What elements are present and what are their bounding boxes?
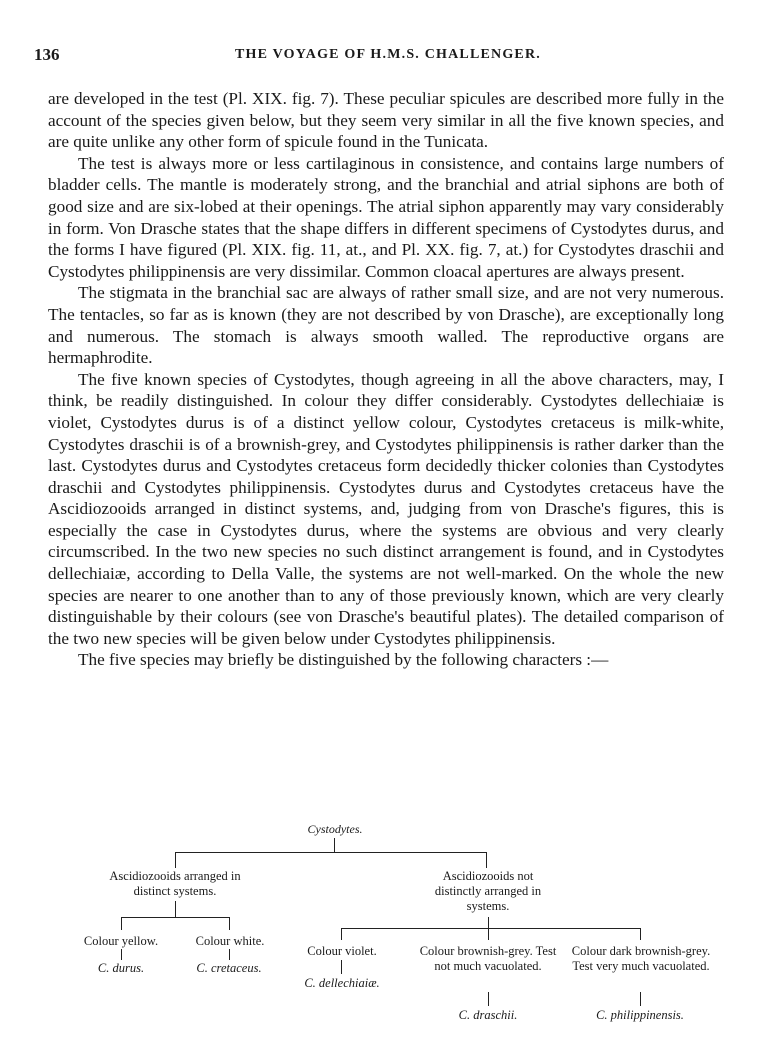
tree-connector (341, 928, 342, 940)
paragraph: The five species may briefly be distinguished by the following characters :— (78, 650, 609, 670)
species-dellechiaiae: C. dellechiaiæ. (304, 976, 380, 990)
tree-connector (488, 917, 489, 928)
tree-root: Cystodytes. (307, 822, 363, 836)
tree-node-yellow: Colour yellow. (83, 934, 159, 948)
tree-node-distinct-systems: Ascidiozooids arranged in distinct systems. (109, 869, 241, 898)
tree-connector (121, 917, 229, 918)
tree-node-white: Colour white. (195, 934, 265, 948)
tree-node-brownish-grey: Colour brownish-grey. Test not much vacuolated. (419, 944, 557, 973)
species-durus: C. durus. (97, 961, 145, 975)
paragraph: are developed in the test (Pl. XIX. fig. 7). These peculiar spicules are described more fully in the account of the species given below, but they seem very similar in all the five known species, and are quite unlike any other form of spicule found in the Tunicata. (48, 89, 724, 152)
paragraph: The five known species of Cystodytes, though agreeing in all the above characters, may, I think, be readily distinguished. In colour they differ considerably. Cystodytes dellechiaiæ is violet, Cystodytes durus is of a distinct yellow colour, Cystodytes cretaceus is milk-white, Cystodytes draschii is of a brownish-grey, and Cystodytes philippinensis is rather darker than the last. Cystodytes durus and Cystodytes cretaceus form decidedly thicker colonies than Cystodytes draschii and Cystodytes philippinensis. Cystodytes durus and Cystodytes cretaceus have the Ascidiozooids arranged in distinct systems, and, judging from von Drasche's figures, this is especially the case in Cystodytes durus, where the systems are obvious and very clearly circumscribed. In the two new species no such distinct arrangement is found, and in Cystodytes dellechiaiæ, according to Della Valle, the systems are not well-marked. On the whole the new species are nearer to one another than to any of those previously known, which are very clearly distinguishable by their colours (see von Drasche's beautiful plates). The detailed comparison of the two new species will be given below under Cystodytes philippinensis. (48, 369, 724, 648)
tree-node-not-distinct: Ascidiozooids not distinctly arranged in systems. (434, 869, 542, 913)
running-title: THE VOYAGE OF H.M.S. CHALLENGER. (235, 47, 541, 62)
tree-connector (175, 901, 176, 917)
tree-connector (121, 917, 122, 930)
tree-connector (175, 852, 486, 853)
tree-connector (229, 949, 230, 960)
page-number: 136 (34, 45, 60, 64)
tree-connector (334, 838, 335, 852)
species-draschii: C. draschii. (458, 1008, 518, 1022)
tree-connector (175, 852, 176, 868)
tree-node-violet: Colour violet. (307, 944, 377, 958)
tree-connector (486, 852, 487, 868)
tree-connector (341, 960, 342, 974)
tree-connector (488, 992, 489, 1006)
tree-node-dark-brownish-grey: Colour dark brownish-grey. Test very much vacuolated. (571, 944, 711, 973)
classification-tree (0, 810, 776, 1050)
page-header (34, 45, 742, 69)
paragraph: The test is always more or less cartilaginous in consistence, and contains large numbers of bladder cells. The mantle is moderately strong, and the branchial and atrial siphons are both of good size and are six-lobed at their openings. The atrial siphon apparently may vary considerably in form. Von Drasche states that the shape differs in different specimens of Cystodytes durus, and the forms I have figured (Pl. XIX. fig. 11, at., and Pl. XX. fig. 7, at.) for Cystodytes draschii and Cystodytes philippinensis are very dissimilar. Common cloacal apertures are always present. (48, 153, 724, 281)
species-philippinensis: C. philippinensis. (596, 1008, 684, 1022)
tree-connector (229, 917, 230, 930)
body-text (48, 88, 724, 671)
species-cretaceus: C. cretaceus. (196, 961, 262, 975)
paragraph: The stigmata in the branchial sac are always of rather small size, and are not very numerous. The tentacles, so far as is known (they are not described by von Drasche), are exceptionally long and numerous. The stomach is always smooth walled. The reproductive organs are hermaphrodite. (48, 283, 724, 368)
tree-connector (640, 992, 641, 1006)
tree-connector (488, 928, 489, 940)
tree-connector (640, 928, 641, 940)
tree-connector (121, 949, 122, 960)
tree-connector (341, 928, 640, 929)
